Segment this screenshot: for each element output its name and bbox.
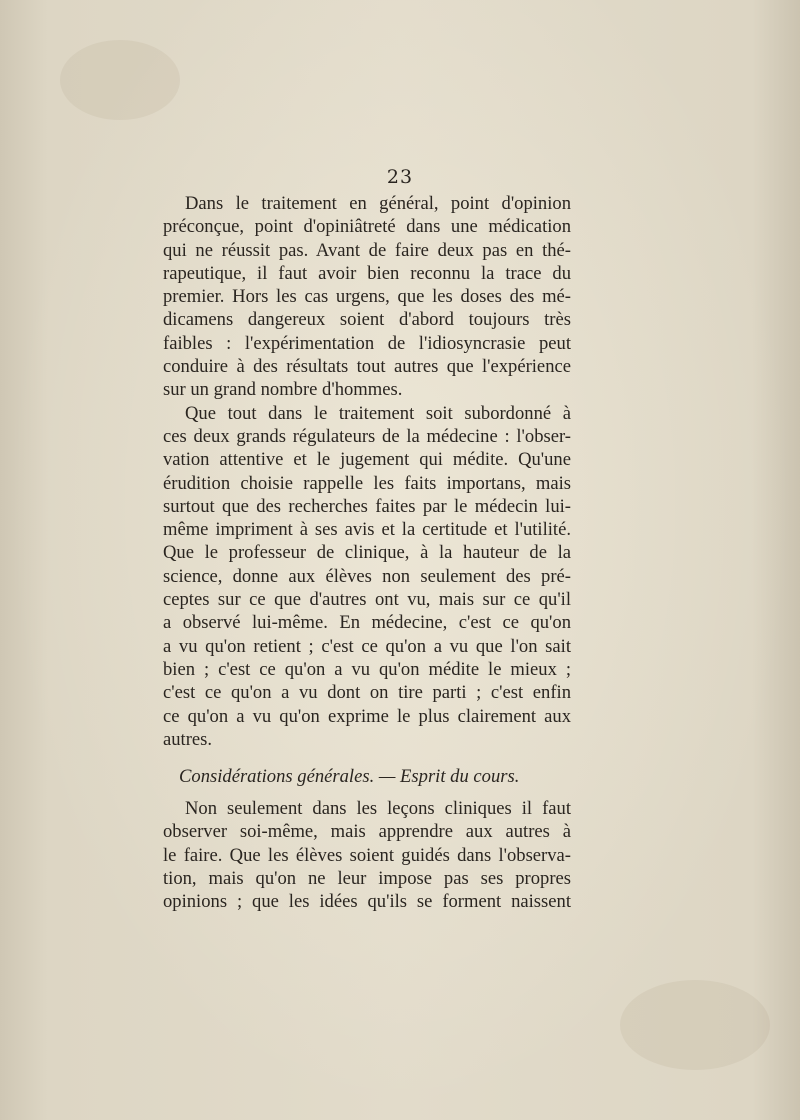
text-line: conduire à des résultats tout autres que l'expérience [163, 356, 571, 378]
text-line: autres. [163, 728, 213, 750]
text-line: Dans le traitement en général, point d'opinion [185, 193, 571, 214]
text-line: préconçue, point d'opiniâtreté dans une médication [163, 216, 571, 238]
text-line: vation attentive et le jugement qui médite. Qu'une [163, 449, 571, 471]
text-line: Que tout dans le traitement soit subordonné à [185, 402, 571, 424]
text-line: bien ; c'est ce qu'on a vu qu'on médite le mieux ; [163, 658, 571, 680]
text-line: ce qu'on a vu qu'on exprime le plus clairement aux [163, 705, 571, 727]
text-line: faibles : l'expérimentation de l'idiosyncrasie peut [163, 332, 571, 354]
section-gap [163, 751, 571, 765]
text-line: opinions ; que les idées qu'ils se forment naissent [163, 891, 571, 913]
text-line: même impriment à ses avis et la certitude et l'utilité. [163, 519, 571, 541]
text-line: rapeutique, il faut avoir bien reconnu la trace du [163, 262, 571, 284]
text-line: sur un grand nombre d'hommes. [163, 379, 403, 401]
text-line: ces deux grands régulateurs de la médecine : l'obser- [163, 425, 571, 447]
text-line: premier. Hors les cas urgens, que les doses des mé- [163, 286, 571, 308]
page-number: 23 [386, 166, 414, 188]
text-line: tion, mais qu'on ne leur impose pas ses propres [163, 868, 571, 890]
body-text [163, 192, 571, 914]
text-line: qui ne réussit pas. Avant de faire deux pas en thé- [163, 239, 571, 261]
text-line: observer soi-même, mais apprendre aux autres à [163, 821, 571, 843]
text-line: le faire. Que les élèves soient guidés dans l'observa- [163, 844, 571, 866]
text-line: c'est ce qu'on a vu dont on tire parti ; c'est enfin [163, 682, 571, 704]
text-line: surtout que des recherches faites par le médecin lui- [163, 495, 571, 517]
text-line: a vu qu'on retient ; c'est ce qu'on a vu que l'on sait [163, 635, 571, 657]
text-line: a observé lui-même. En médecine, c'est ce qu'on [163, 612, 571, 634]
text-line: ceptes sur ce que d'autres ont vu, mais sur ce qu'il [163, 589, 571, 611]
paper-stain [60, 40, 180, 120]
paper-stain [620, 980, 770, 1070]
text-line: dicamens dangereux soient d'abord toujours très [163, 309, 571, 331]
text-line: érudition choisie rappelle les faits importans, mais [163, 472, 571, 494]
text-line: science, donne aux élèves non seulement des pré- [163, 565, 571, 587]
text-line: Que le professeur de clinique, à la hauteur de la [163, 542, 571, 564]
section-heading: Considérations générales. — Esprit du cours. [179, 766, 520, 788]
text-line: Non seulement dans les leçons cliniques il faut [185, 798, 571, 820]
